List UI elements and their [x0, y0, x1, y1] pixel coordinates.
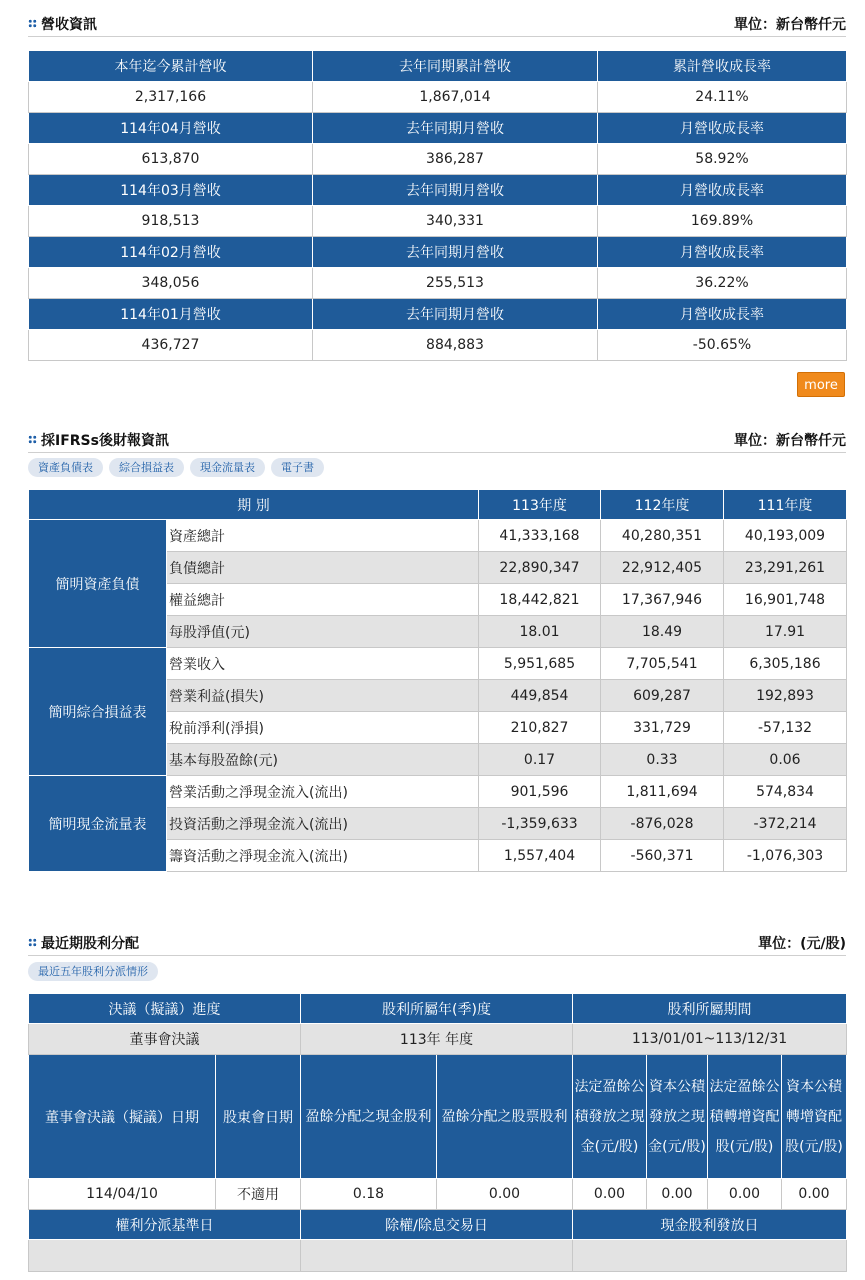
revenue-header-cell: 去年同期月營收: [313, 175, 598, 206]
header-year: 111年度: [724, 490, 847, 520]
value-cell: 331,729: [601, 712, 724, 744]
ifrs-data-row: [29, 648, 847, 680]
revenue-value-cell: -50.65%: [598, 330, 847, 361]
dividend-unit: 單位：(元/股): [758, 936, 846, 952]
dividend-title-text: 最近期股利分配: [41, 936, 139, 952]
value-cell: 1,811,694: [601, 776, 724, 808]
revenue-value-cell: 2,317,166: [29, 82, 313, 113]
row-label: 營業活動之淨現金流入(流出): [167, 776, 479, 808]
row-label: 負債總計: [167, 552, 479, 584]
value-cell: 1,557,404: [479, 840, 601, 872]
value-cell: 7,705,541: [601, 648, 724, 680]
revenue-table: [28, 50, 847, 361]
row-label: 每股淨值(元): [167, 616, 479, 648]
ifrs-header-row: [29, 490, 847, 520]
section-bullet-icon: [28, 938, 37, 947]
value-cell: -1,359,633: [479, 808, 601, 840]
value-cell: 41,333,168: [479, 520, 601, 552]
revenue-value-row: [29, 82, 847, 113]
value-cell: 6,305,186: [724, 648, 847, 680]
header-dividend-year: 股利所屬年(季)度: [301, 994, 573, 1024]
row-label: 投資活動之淨現金流入(流出): [167, 808, 479, 840]
cell-dividend-period: 113/01/01~113/12/31: [573, 1024, 847, 1055]
value-cell: -876,028: [601, 808, 724, 840]
header-cash-payment-date: 現金股利發放日: [573, 1210, 847, 1240]
revenue-title: [28, 14, 97, 34]
revenue-header-cell: 月營收成長率: [598, 299, 847, 330]
value-cell: 17.91: [724, 616, 847, 648]
value-cell: 449,854: [479, 680, 601, 712]
value-cell: 17,367,946: [601, 584, 724, 616]
revenue-header-cell: 去年同期月營收: [313, 113, 598, 144]
ifrs-unit: 單位：新台幣仟元: [734, 433, 846, 449]
value-cell: 0.33: [601, 744, 724, 776]
row-label: 籌資活動之淨現金流入(流出): [167, 840, 479, 872]
value-cell: 40,193,009: [724, 520, 847, 552]
revenue-value-cell: 918,513: [29, 206, 313, 237]
header-year: 112年度: [601, 490, 724, 520]
revenue-header-row: [29, 237, 847, 268]
divider: [28, 955, 846, 956]
value-cell: -560,371: [601, 840, 724, 872]
ifrs-table: [28, 489, 847, 872]
revenue-unit: 單位：新台幣仟元: [734, 17, 846, 33]
header-shareholder-date: 股東會日期: [216, 1055, 301, 1179]
value-cell: 18.49: [601, 616, 724, 648]
header-legal-reserve-cash: 法定盈餘公積發放之現金(元/股): [573, 1055, 647, 1179]
cell-board-date: 114/04/10: [29, 1179, 216, 1210]
revenue-value-cell: 1,867,014: [313, 82, 598, 113]
revenue-value-cell: 36.22%: [598, 268, 847, 299]
value-cell: 0.06: [724, 744, 847, 776]
value-cell: -57,132: [724, 712, 847, 744]
divider: [28, 36, 846, 37]
revenue-header-cell: 月營收成長率: [598, 175, 847, 206]
tab-cash-flow[interactable]: 現金流量表: [190, 458, 265, 477]
revenue-header-cell: 累計營收成長率: [598, 51, 847, 82]
revenue-value-cell: 436,727: [29, 330, 313, 361]
header-legal-reserve-stock: 法定盈餘公積轉增資配股(元/股): [708, 1055, 782, 1179]
tab-income-statement[interactable]: 綜合損益表: [109, 458, 184, 477]
header-cash-dividend: 盈餘分配之現金股利: [301, 1055, 437, 1179]
revenue-value-cell: 24.11%: [598, 82, 847, 113]
section-bullet-icon: [28, 19, 37, 28]
header-year: 113年度: [479, 490, 601, 520]
header-period: 期 別: [29, 490, 479, 520]
cell-record-date: [29, 1240, 301, 1272]
cell-capital-reserve-cash: 0.00: [647, 1179, 708, 1210]
revenue-value-cell: 386,287: [313, 144, 598, 175]
row-label: 基本每股盈餘(元): [167, 744, 479, 776]
value-cell: 40,280,351: [601, 520, 724, 552]
revenue-header-cell: 月營收成長率: [598, 113, 847, 144]
revenue-header-cell: 去年同期月營收: [313, 299, 598, 330]
dividend-title: [28, 933, 139, 953]
header-dividend-period: 股利所屬期間: [573, 994, 847, 1024]
dividend-section-header: [28, 933, 846, 955]
revenue-header-cell: 去年同期月營收: [313, 237, 598, 268]
row-label: 資產總計: [167, 520, 479, 552]
revenue-value-cell: 340,331: [313, 206, 598, 237]
section-bullet-icon: [28, 435, 37, 444]
value-cell: 901,596: [479, 776, 601, 808]
dividend-table: [28, 993, 847, 1272]
header-resolution-progress: 決議（擬議）進度: [29, 994, 301, 1024]
revenue-header-cell: 去年同期累計營收: [313, 51, 598, 82]
revenue-header-cell: 114年01月營收: [29, 299, 313, 330]
revenue-value-row: [29, 206, 847, 237]
value-cell: 22,912,405: [601, 552, 724, 584]
ifrs-data-row: [29, 776, 847, 808]
row-label: 營業利益(損失): [167, 680, 479, 712]
tab-five-year-dividend[interactable]: 最近五年股利分派情形: [28, 962, 158, 981]
row-label: 稅前淨利(淨損): [167, 712, 479, 744]
group-label: 簡明綜合損益表: [29, 648, 167, 776]
value-cell: 5,951,685: [479, 648, 601, 680]
more-button[interactable]: more: [797, 372, 845, 397]
cell-capital-reserve-stock: 0.00: [782, 1179, 847, 1210]
revenue-value-row: [29, 144, 847, 175]
revenue-section-header: [28, 14, 846, 36]
value-cell: 574,834: [724, 776, 847, 808]
cell-cash-payment-date: [573, 1240, 847, 1272]
value-cell: -1,076,303: [724, 840, 847, 872]
revenue-header-cell: 本年迄今累計營收: [29, 51, 313, 82]
cell-legal-reserve-stock: 0.00: [708, 1179, 782, 1210]
group-label: 簡明資產負債: [29, 520, 167, 648]
revenue-value-cell: 58.92%: [598, 144, 847, 175]
header-record-date: 權利分派基準日: [29, 1210, 301, 1240]
value-cell: 210,827: [479, 712, 601, 744]
cell-shareholder-date: 不適用: [216, 1179, 301, 1210]
tab-balance-sheet[interactable]: 資產負債表: [28, 458, 103, 477]
value-cell: 609,287: [601, 680, 724, 712]
header-capital-reserve-stock: 資本公積轉增資配股(元/股): [782, 1055, 847, 1179]
revenue-value-cell: 348,056: [29, 268, 313, 299]
divider: [28, 452, 846, 453]
value-cell: 0.17: [479, 744, 601, 776]
revenue-header-cell: 114年03月營收: [29, 175, 313, 206]
dividend-tabs: [28, 962, 164, 981]
tab-ebook[interactable]: 電子書: [271, 458, 324, 477]
value-cell: 192,893: [724, 680, 847, 712]
revenue-header-cell: 114年04月營收: [29, 113, 313, 144]
value-cell: 18,442,821: [479, 584, 601, 616]
row-label: 營業收入: [167, 648, 479, 680]
ifrs-data-row: [29, 520, 847, 552]
header-stock-dividend: 盈餘分配之股票股利: [437, 1055, 573, 1179]
revenue-header-row: [29, 51, 847, 82]
cell-cash-dividend: 0.18: [301, 1179, 437, 1210]
value-cell: 18.01: [479, 616, 601, 648]
revenue-header-row: [29, 113, 847, 144]
cell-stock-dividend: 0.00: [437, 1179, 573, 1210]
revenue-value-cell: 169.89%: [598, 206, 847, 237]
header-ex-dividend-date: 除權/除息交易日: [301, 1210, 573, 1240]
ifrs-title-text: 採IFRSs後財報資訊: [41, 433, 169, 449]
cell-dividend-year: 113年 年度: [301, 1024, 573, 1055]
cell-legal-reserve-cash: 0.00: [573, 1179, 647, 1210]
ifrs-title: [28, 430, 169, 450]
value-cell: 23,291,261: [724, 552, 847, 584]
header-board-date: 董事會決議（擬議）日期: [29, 1055, 216, 1179]
ifrs-tabs: [28, 458, 330, 477]
value-cell: 16,901,748: [724, 584, 847, 616]
revenue-header-row: [29, 175, 847, 206]
revenue-header-row: [29, 299, 847, 330]
revenue-value-cell: 884,883: [313, 330, 598, 361]
revenue-value-row: [29, 268, 847, 299]
header-capital-reserve-cash: 資本公積發放之現金(元/股): [647, 1055, 708, 1179]
revenue-value-row: [29, 330, 847, 361]
row-label: 權益總計: [167, 584, 479, 616]
revenue-value-cell: 255,513: [313, 268, 598, 299]
value-cell: 22,890,347: [479, 552, 601, 584]
value-cell: -372,214: [724, 808, 847, 840]
revenue-title-text: 營收資訊: [41, 17, 97, 33]
revenue-value-cell: 613,870: [29, 144, 313, 175]
group-label: 簡明現金流量表: [29, 776, 167, 872]
cell-ex-dividend-date: [301, 1240, 573, 1272]
ifrs-section-header: [28, 430, 846, 452]
cell-resolution-progress: 董事會決議: [29, 1024, 301, 1055]
revenue-header-cell: 月營收成長率: [598, 237, 847, 268]
revenue-header-cell: 114年02月營收: [29, 237, 313, 268]
